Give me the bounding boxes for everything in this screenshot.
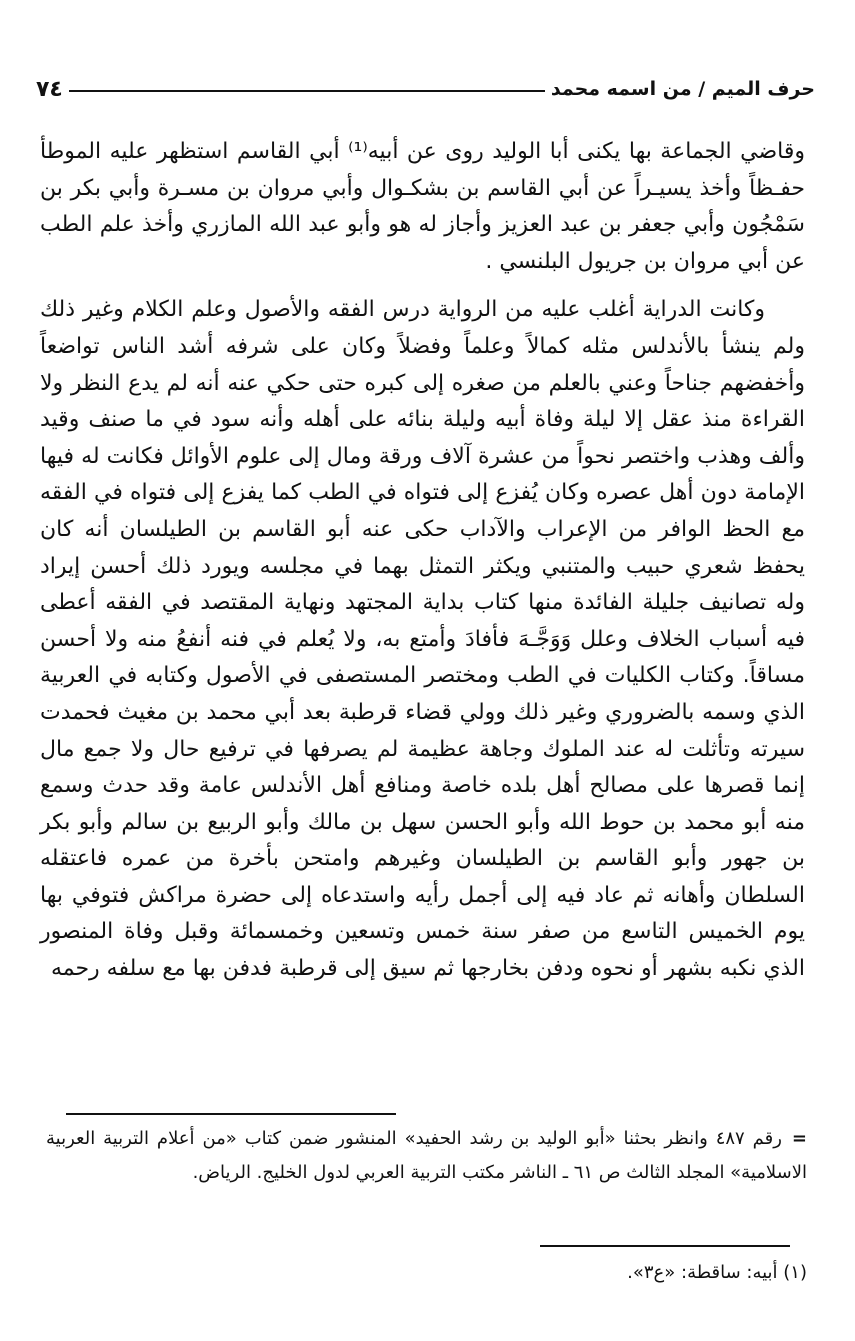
continuation-mark: = — [791, 1128, 807, 1149]
footnote-continuation-text: رقم ٤٨٧ وانظر بحثنا «أبو الوليد بن رشد الحفيد» المنشور ضمن كتاب «من أعلام التربية العربية الاسلامية» المجلد الثالث ص ٦١ ـ الناشر مكتب التربية العربي لدول الخليج. الرياض. — [46, 1128, 807, 1183]
paragraph-1: وقاضي الجماعة بها يكنى أبا الوليد روى عن أبيه⁽¹⁾ أبي القاسم استظهر عليه الموطأ حفـظاً وأخذ يسيـراً عن أبي القاسم بن بشكـوال وأبي مروان بن مسـرة وأبي بكر بن سَمْجُون وأبي جعفر بن عبد العزيز وأجاز له هو وأبو عبد الله المازري وأخذ علم الطب عن أبي مروان بن جريول البلنسي . — [40, 139, 805, 274]
footnote-continuation — [46, 1122, 807, 1190]
footnote-1: (١) أبيه: ساقطة: «ع٣». — [627, 1262, 807, 1283]
paragraph-2: وكانت الدراية أغلب عليه من الرواية درس الفقه والأصول وعلم الكلام وغير ذلك ولم ينشأ بالأندلس مثله كمالاً وعلماً وفضلاً وكان على شرفه أشد الناس تواضعاً وأخفضهم جناحاً وعني بالعلم من صغره إلى كبره حتى حكي عنه أنه لم يدع النظر ولا القراءة منذ عقل إلا ليلة وفاة أبيه وليلة بنائه على أهله وأنه سود في ما صنف وقيد وألف وهذب واختصر نحواً من عشرة آلاف ورقة ومال إلى علوم الأوائل فكانت له فيها الإمامة دون أهل عصره وكان يُفزع إلى فتواه في الطب كما يفزع إلى فتواه في الفقه مع الحظ الوافر من الإعراب والآداب حكى عنه أبو القاسم بن الطيلسان أنه كان يحفظ شعري حبيب والمتنبي ويكثر التمثل بهما في مجلسه ويورد ذلك أحسن إيراد وله تصانيف جليلة الفائدة منها كتاب بداية المجتهد ونهاية المقتصد في الفقه أعطى فيه أسباب الخلاف وعلل وَوَجَّـهَ فأفادَ وأمتع به، ولا يُعلم في فنه أنفعُ منه ولا أحسن مساقاً. وكتاب الكليات في الطب ومختصر المستصفى في الأصول وكتابه في العربية الذي وسمه بالضروري وغير ذلك وولي قضاء قرطبة بعد أبي محمد بن مغيث فحمدت سيرته وتأثلت له عند الملوك وجاهة عظيمة لم يصرفها في ترفيع حال ولا جمع مال إنما قصرها على مصالح أهل بلده خاصة ومنافع أهل الأندلس عامة وقد حدث وسمع منه أبو محمد بن حوط الله وأبو الحسن سهل بن مالك وأبو الربيع بن سالم وأبو بكر بن جهور وأبو القاسم بن الطيلسان وغيرهم وامتحن بأخرة من عمره فاعتقله السلطان وأهانه ثم عاد فيه إلى أجمل رأيه واستدعاه إلى حضرة مراكش فتوفي بها يوم الخميس التاسع من صفر سنة خمس وتسعين وخمسمائة وقبل وفاة المنصور الذي نكبه بشهر أو نحوه ودفن بخارجها ثم سيق إلى قرطبة فدفن بها مع سلفه رحمه — [40, 297, 805, 982]
footnote-divider — [66, 1113, 396, 1115]
main-text — [40, 134, 805, 988]
footnote-divider-2 — [540, 1245, 790, 1247]
page-number: ٧٤ — [36, 76, 63, 102]
page-header — [28, 72, 815, 106]
running-title: حرف الميم / من اسمه محمد — [550, 78, 815, 100]
header-rule — [69, 90, 545, 92]
